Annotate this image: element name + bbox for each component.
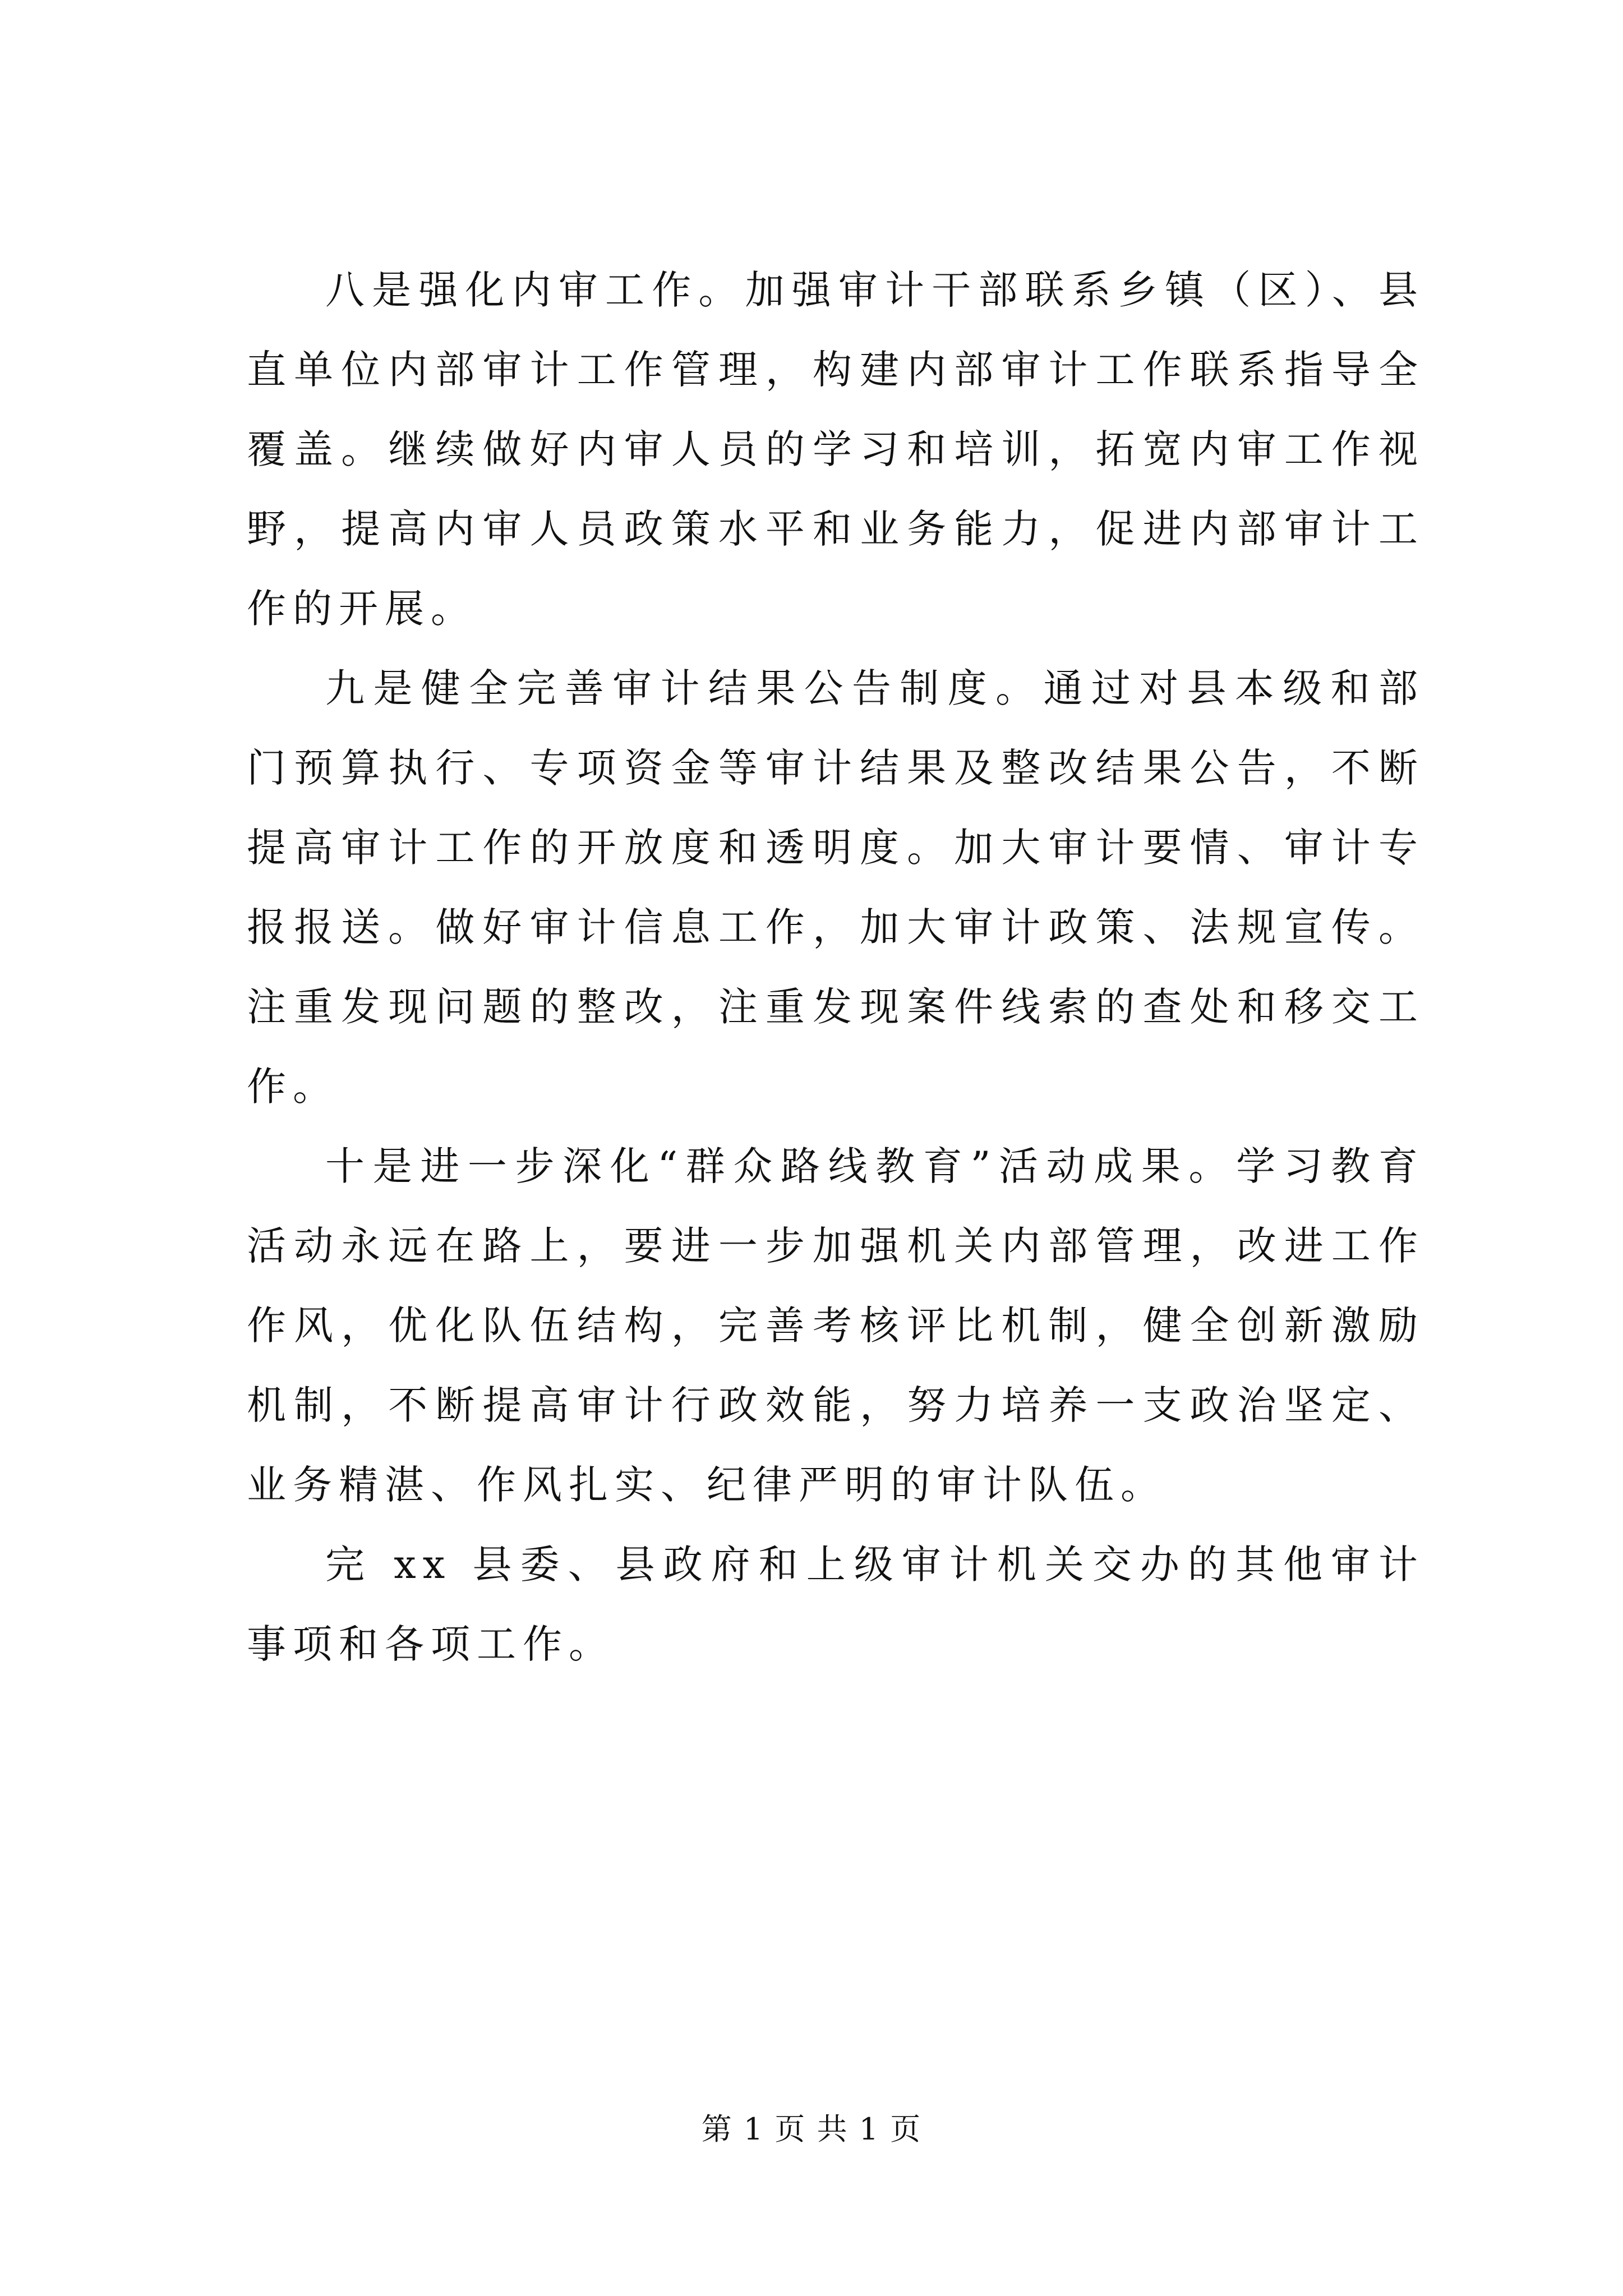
paragraph-internal-audit: 八是强化内审工作。加强审计干部联系乡镇（区）、县直单位内部审计工作管理，构建内部审计工作联系指导全覆盖。继续做好内审人员的学习和培训，拓宽内审工作视野，提高内审人员政策水平和业务能力，促进内部审计工作的开展。 bbox=[247, 267, 1424, 632]
paragraph-audit-results-disclosure: 九是健全完善审计结果公告制度。通过对县本级和部门预算执行、专项资金等审计结果及整改结果公告，不断提高审计工作的开放度和透明度。加大审计要情、审计专报报送。做好审计信息工作，加大审计政策、法规宣传。注重发现问题的整改，注重发现案件线索的查处和移交工作。 bbox=[247, 665, 1424, 1110]
paragraph-other-tasks: 完 xx 县委、县政府和上级审计机关交办的其他审计事项和各项工作。 bbox=[247, 1542, 1424, 1667]
page-number-footer: 第 1 页 共 1 页 bbox=[701, 2111, 922, 2147]
document-body bbox=[247, 250, 1424, 1684]
paragraph-mass-line-education: 十是进一步深化“群众路线教育”活动成果。学习教育活动永远在路上，要进一步加强机关内部管理，改进工作作风，优化队伍结构，完善考核评比机制，健全创新激励机制，不断提高审计行政效能，努力培养一支政治坚定、业务精湛、作风扎实、纪律严明的审计队伍。 bbox=[247, 1143, 1424, 1508]
